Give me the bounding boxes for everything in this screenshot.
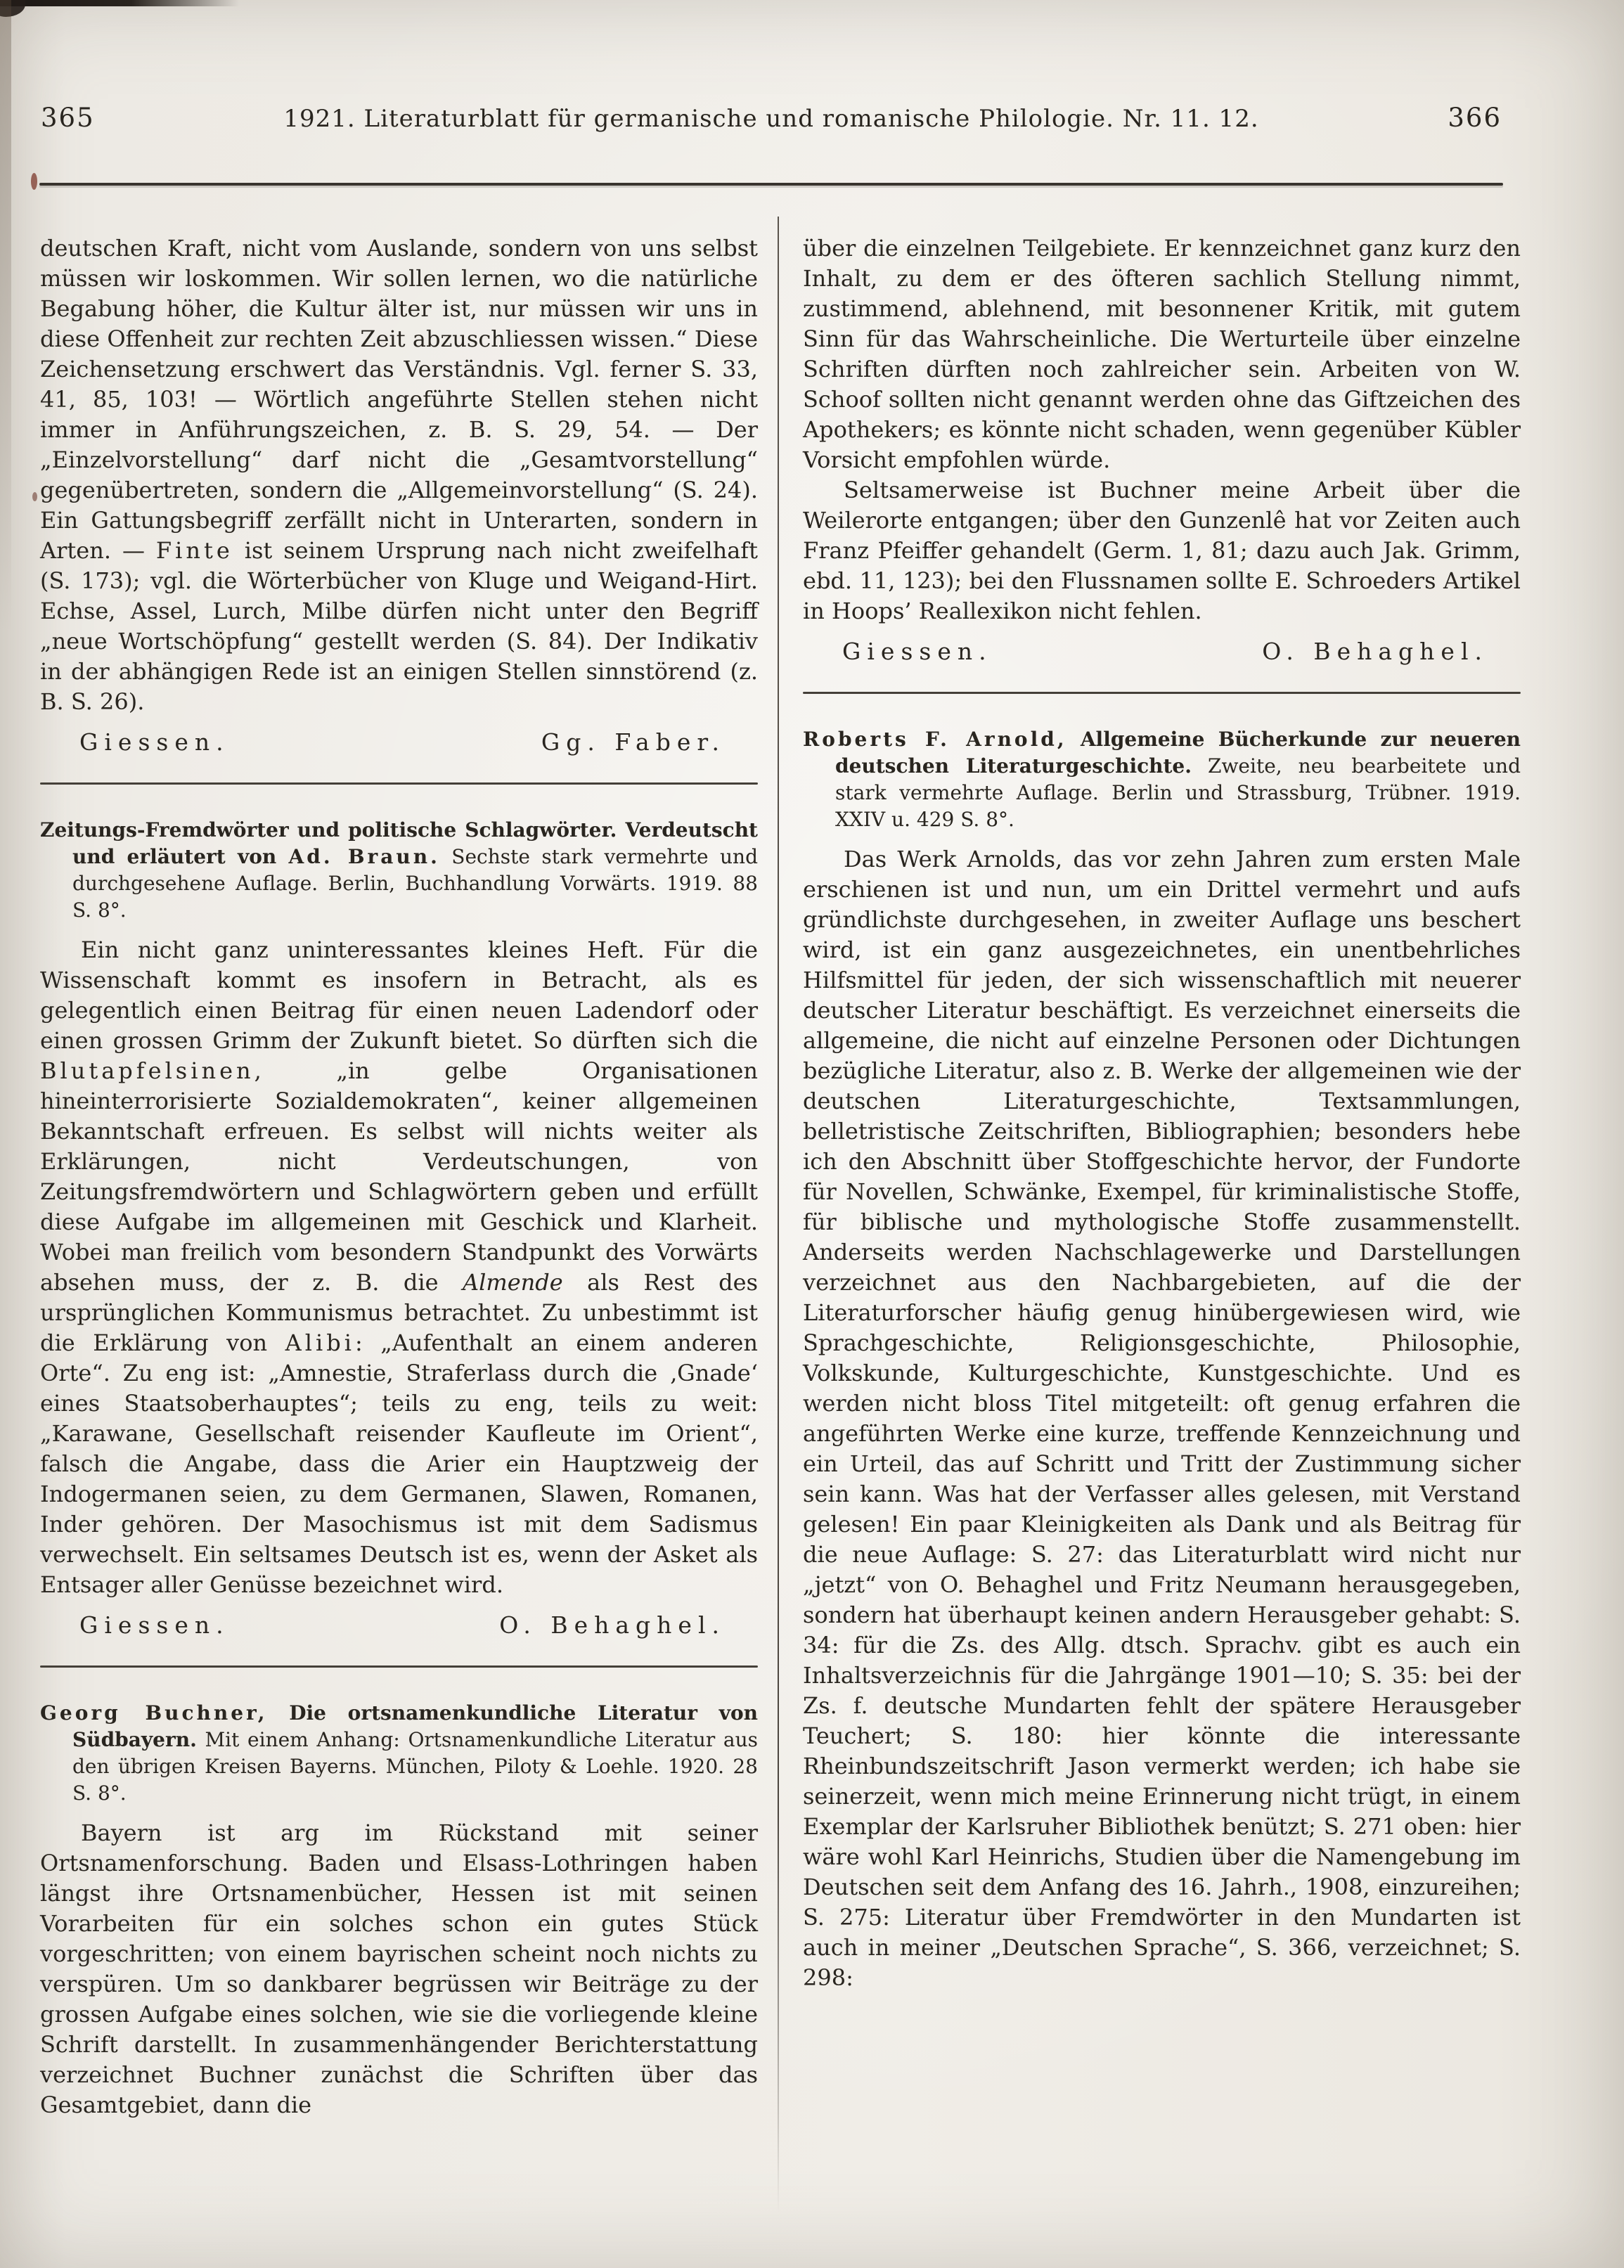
paragraph-faber-review-continuation bbox=[40, 233, 758, 717]
text-run: Ein nicht ganz uninteressantes kleines Heft. Für die Wissenschaft kommt es insofern in Betracht, als es gelegentlich einen Beitrag für einen neuen Ladendorf oder einen grossen Grimm der Zukunft bietet. So dürften sich die bbox=[40, 936, 758, 1054]
citation-author: Ad. Braun. bbox=[288, 845, 440, 868]
text-run: ist seinem Ursprung nach nicht zweifelhaft (S. 173); vgl. die Wörterbücher von Kluge und Weigand-Hirt. Echse, Assel, Lurch, Milbe dürfen nicht unter den Begriff „neue Wortschöpfung“ gestellt werden (S. 84). Der Indikativ in der abhängigen Rede ist an einigen Stellen sinnstörend (z. B. S. 26). bbox=[40, 537, 759, 715]
page-number-left: 365 bbox=[41, 103, 95, 133]
bibliographic-heading-arnold bbox=[803, 726, 1521, 833]
journal-title: 1921. Literaturblatt für germanische und romanische Philologie. Nr. 11. 12. bbox=[283, 105, 1259, 133]
text-run-spaced: Blutapfelsinen bbox=[40, 1057, 254, 1084]
paragraph-buchner-review-2: Seltsamerweise ist Buchner meine Arbeit über die Weilerorte entgangen; über den Gunzenlê hat vor Zeiten auch Franz Pfeiffer gehandelt (Germ. 1, 81; dazu auch Jak. Grimm, ebd. 11, 123); bei den Flussnamen sollte E. Schroeders Artikel in Hoops’ Reallexikon nicht fehlen. bbox=[803, 477, 1521, 624]
text-run: als Rest des ursprünglichen Kommunismus betrachtet. Zu unbestimmt ist die Erklärung von bbox=[40, 1269, 759, 1356]
signature-author: O. Behaghel. bbox=[1262, 638, 1488, 665]
page-body bbox=[40, 233, 1521, 2120]
paragraph-buchner-review: Bayern ist arg im Rückstand mit seiner Ortsnamenforschung. Baden und Elsass-Lothringen haben längst ihre Ortsnamenbücher, Hessen ist mit seinen Vorarbeiten für ein solches schon ein gutes Stück vorgeschritten; von einem bayrischen scheint noch nichts zu verspüren. Um so dankbarer begrüssen wir Beiträge zu der grossen Aufgabe eines solchen, wie sie die vorliegende kleine Schrift darstellt. In zusammenhängender Berichterstattung verzeichnet Buchner zunächst die Schriften über das Gesamtgebiet, dann die bbox=[40, 1819, 758, 2118]
right-column bbox=[803, 233, 1521, 2120]
citation-title: Allgemeine Bücherkunde zur neueren deutschen Literaturgeschichte. bbox=[835, 728, 1521, 778]
text-run: deutschen Kraft, nicht vom Auslande, sondern von uns selbst müssen wir loskommen. Wir sollen lernen, wo die natürliche Begabung höher, die Kultur älter ist, nur müssen wir uns in diese Offenheit zur rechten Zeit abzuschliessen wissen.“ Diese Zeichensetzung erschwert das Verständnis. Vgl. ferner S. 33, 41, 85, 103! — Wörtlich angeführte Stellen stehen nicht immer in Anführungszeichen, z. B. S. 29, 54. — Der „Einzelvorstellung“ darf nicht die „Gesamtvorstellung“ gegenübertreten, sondern die „Allgemeinvorstellung“ (S. 24). Ein Gattungsbegriff zerfällt nicht in Unterarten, sondern in Arten. — bbox=[40, 235, 758, 564]
scan-artifact-speck bbox=[31, 173, 37, 190]
paragraph-arnold-review: Das Werk Arnolds, das vor zehn Jahren zum ersten Male erschienen ist und nun, um ein Drittel vermehrt und aufs gründlichste durchgesehen, in zweiter Auflage uns beschert wird, ist ein ganz ausgezeichnetes, ein unentbehrliches Hilfsmittel für jeden, der sich wissenschaftlich mit neuerer deutscher Literatur beschäftigt. Es verzeichnet einerseits die allgemeine, die nicht auf einzelne Personen oder Dichtungen bezügliche Literatur, also z. B. Werke der allgemeinen wie der deutschen Literaturgeschichte, Textsammlungen, belletristische Zeitschriften, Bibliographien; besonders hebe ich den Abschnitt über Stoffgeschichte hervor, der Fundorte für Novellen, Schwänke, Exempel, für kriminalistische Stoffe, für biblische und mythologische Stoffe zusammenstellt. Anderseits werden Nachschlagewerke und Darstellungen verzeichnet aus den Nachbargebieten, auf die der Literaturforscher häufig genug hinübergewiesen wird, wie Sprachgeschichte, Religionsgeschichte, Philosophie, Volkskunde, Kulturgeschichte, Kunstgeschichte. Und es werden nicht bloss Titel mitgeteilt: oft genug erfahren die angeführten Werke eine kurze, treffende Kennzeichnung und ein Urteil, das auf Schritt und Tritt der Zustimmung sicher sein kann. Was hat der Verfasser alles gelesen, mit Verstand gelesen! Ein paar Kleinigkeiten als Dank und als Beitrag für die neue Auflage: S. 27: das Literaturblatt wird nicht nur „jetzt“ von O. Behaghel und Fritz Neumann herausgegeben, sondern hat überhaupt keinen andern Herausgeber gehabt: S. 34: für die Zs. des Allg. dtsch. Sprachv. gibt es auch ein Inhaltsverzeichnis für die Jahrgänge 1901—10; S. 35: bei der Zs. f. deutsche Mundarten fehlt der spätere Herausgeber Teuchert; S. 180: hier könnte die interessante Rheinbundszeitschrift Jason vermerkt werden; ich habe sie seinerzeit, wenn mich meine Erinnerung nicht trügt, in einem Exemplar der Karlsruher Bibliothek benützt; S. 271 oben: hier wäre wohl Karl Heinrichs, Studien über die Namengebung im Deutschen seit dem Anfang des 16. Jahrh., 1908, einzureihen; S. 275: Literatur über Fremdwörter in den Mundarten ist auch in meiner „Deutschen Sprache“, S. 366, verzeichnet; S. 298: bbox=[803, 846, 1521, 1991]
citation-imprint: Sechste stark vermehrte und durchgesehene Auflage. Berlin, Buchhandlung Vorwärts. 1919. 88 S. 8°. bbox=[72, 845, 758, 922]
citation-title: Zeitungs-Fremdwörter und politische Schlagwörter. Verdeutscht und erläutert von bbox=[40, 818, 758, 868]
paragraph-braun-review bbox=[40, 935, 758, 1600]
section-divider-rule bbox=[803, 692, 1521, 694]
citation-author: Roberts F. Arnold, bbox=[803, 728, 1067, 751]
bibliographic-heading-buchner bbox=[40, 1700, 758, 1807]
signature-author: Gg. Faber. bbox=[541, 728, 726, 756]
section-divider-rule bbox=[40, 1665, 758, 1668]
text-run: , „in gelbe Organisationen hineinterrorisierte Sozialdemokraten“, keiner allgemeinen Bekanntschaft erfreuen. Es selbst will nichts weiter als Erklärungen, nicht Verdeutschungen, von Zeitungsfremdwörtern und Schlagwörtern geben und erfüllt diese Aufgabe im allgemeinen mit Geschick und Klarheit. Wobei man freilich vom besondern Standpunkt des Vorwärts absehen muss, der z. B. die bbox=[40, 1057, 758, 1296]
left-column bbox=[40, 233, 758, 2120]
text-run-spaced: Finte bbox=[155, 537, 233, 564]
signature-author: O. Behaghel. bbox=[499, 1611, 726, 1639]
text-run-italic: Almende bbox=[463, 1269, 563, 1296]
signature-place: Giessen. bbox=[79, 1611, 230, 1639]
page-header bbox=[41, 103, 1502, 133]
citation-author: Georg Buchner, bbox=[40, 1701, 268, 1725]
scan-artifact-speck bbox=[32, 492, 37, 501]
citation-imprint: Zweite, neu bearbeitete und stark vermehrte Auflage. Berlin und Strassburg, Trübner. 1919. XXIV u. 429 S. 8°. bbox=[835, 754, 1521, 831]
citation-imprint: Mit einem Anhang: Ortsnamenkundliche Literatur aus den übrigen Kreisen Bayerns. München, Piloty & Loehle. 1920. 28 S. 8°. bbox=[72, 1728, 758, 1805]
scan-artifact-left-edge bbox=[0, 0, 11, 633]
review-signature bbox=[803, 638, 1521, 665]
citation-title: Die ortsnamenkundliche Literatur von Südbayern. bbox=[72, 1701, 759, 1751]
header-rule bbox=[39, 183, 1503, 186]
review-signature bbox=[40, 1611, 758, 1639]
signature-place: Giessen. bbox=[842, 638, 993, 665]
bibliographic-heading-braun bbox=[40, 817, 758, 924]
text-run: : „Aufenthalt an einem anderen Orte“. Zu eng ist: „Amnestie, Straferlass durch die ‚Gnade‘ eines Staatsoberhauptes“; teils zu eng, teils zu weit: „Karawane, Gesellschaft reisender Kaufleute im Orient“, falsch die Angabe, dass die Arier ein Hauptzweig der Indogermanen seien, zu dem Germanen, Slawen, Romanen, Inder gehören. Der Masochismus ist mit dem Sadismus verwechselt. Ein seltsames Deutsch ist es, wenn der Asket als Entsager aller Genüsse bezeichnet wird. bbox=[40, 1329, 759, 1598]
section-divider-rule bbox=[40, 782, 758, 785]
scan-artifact-top-edge bbox=[0, 0, 239, 6]
text-run-spaced: Alibi bbox=[285, 1329, 355, 1356]
paragraph-buchner-review-continuation: über die einzelnen Teilgebiete. Er kennzeichnet ganz kurz den Inhalt, zu dem er des öfteren sachlich Stellung nimmt, zustimmend, ablehnend, mit besonnener Kritik, mit gutem Sinn für das Wahrscheinliche. Die Werturteile über einzelne Schriften dürften noch zahlreicher sein. Arbeiten von W. Schoof sollten nicht genannt werden ohne das Giftzeichen des Apothekers; es könnte nicht schaden, wenn gegenüber Kübler Vorsicht empfohlen würde. bbox=[803, 235, 1521, 473]
page-number-right: 366 bbox=[1448, 103, 1502, 133]
review-signature bbox=[40, 728, 758, 756]
signature-place: Giessen. bbox=[79, 728, 230, 756]
